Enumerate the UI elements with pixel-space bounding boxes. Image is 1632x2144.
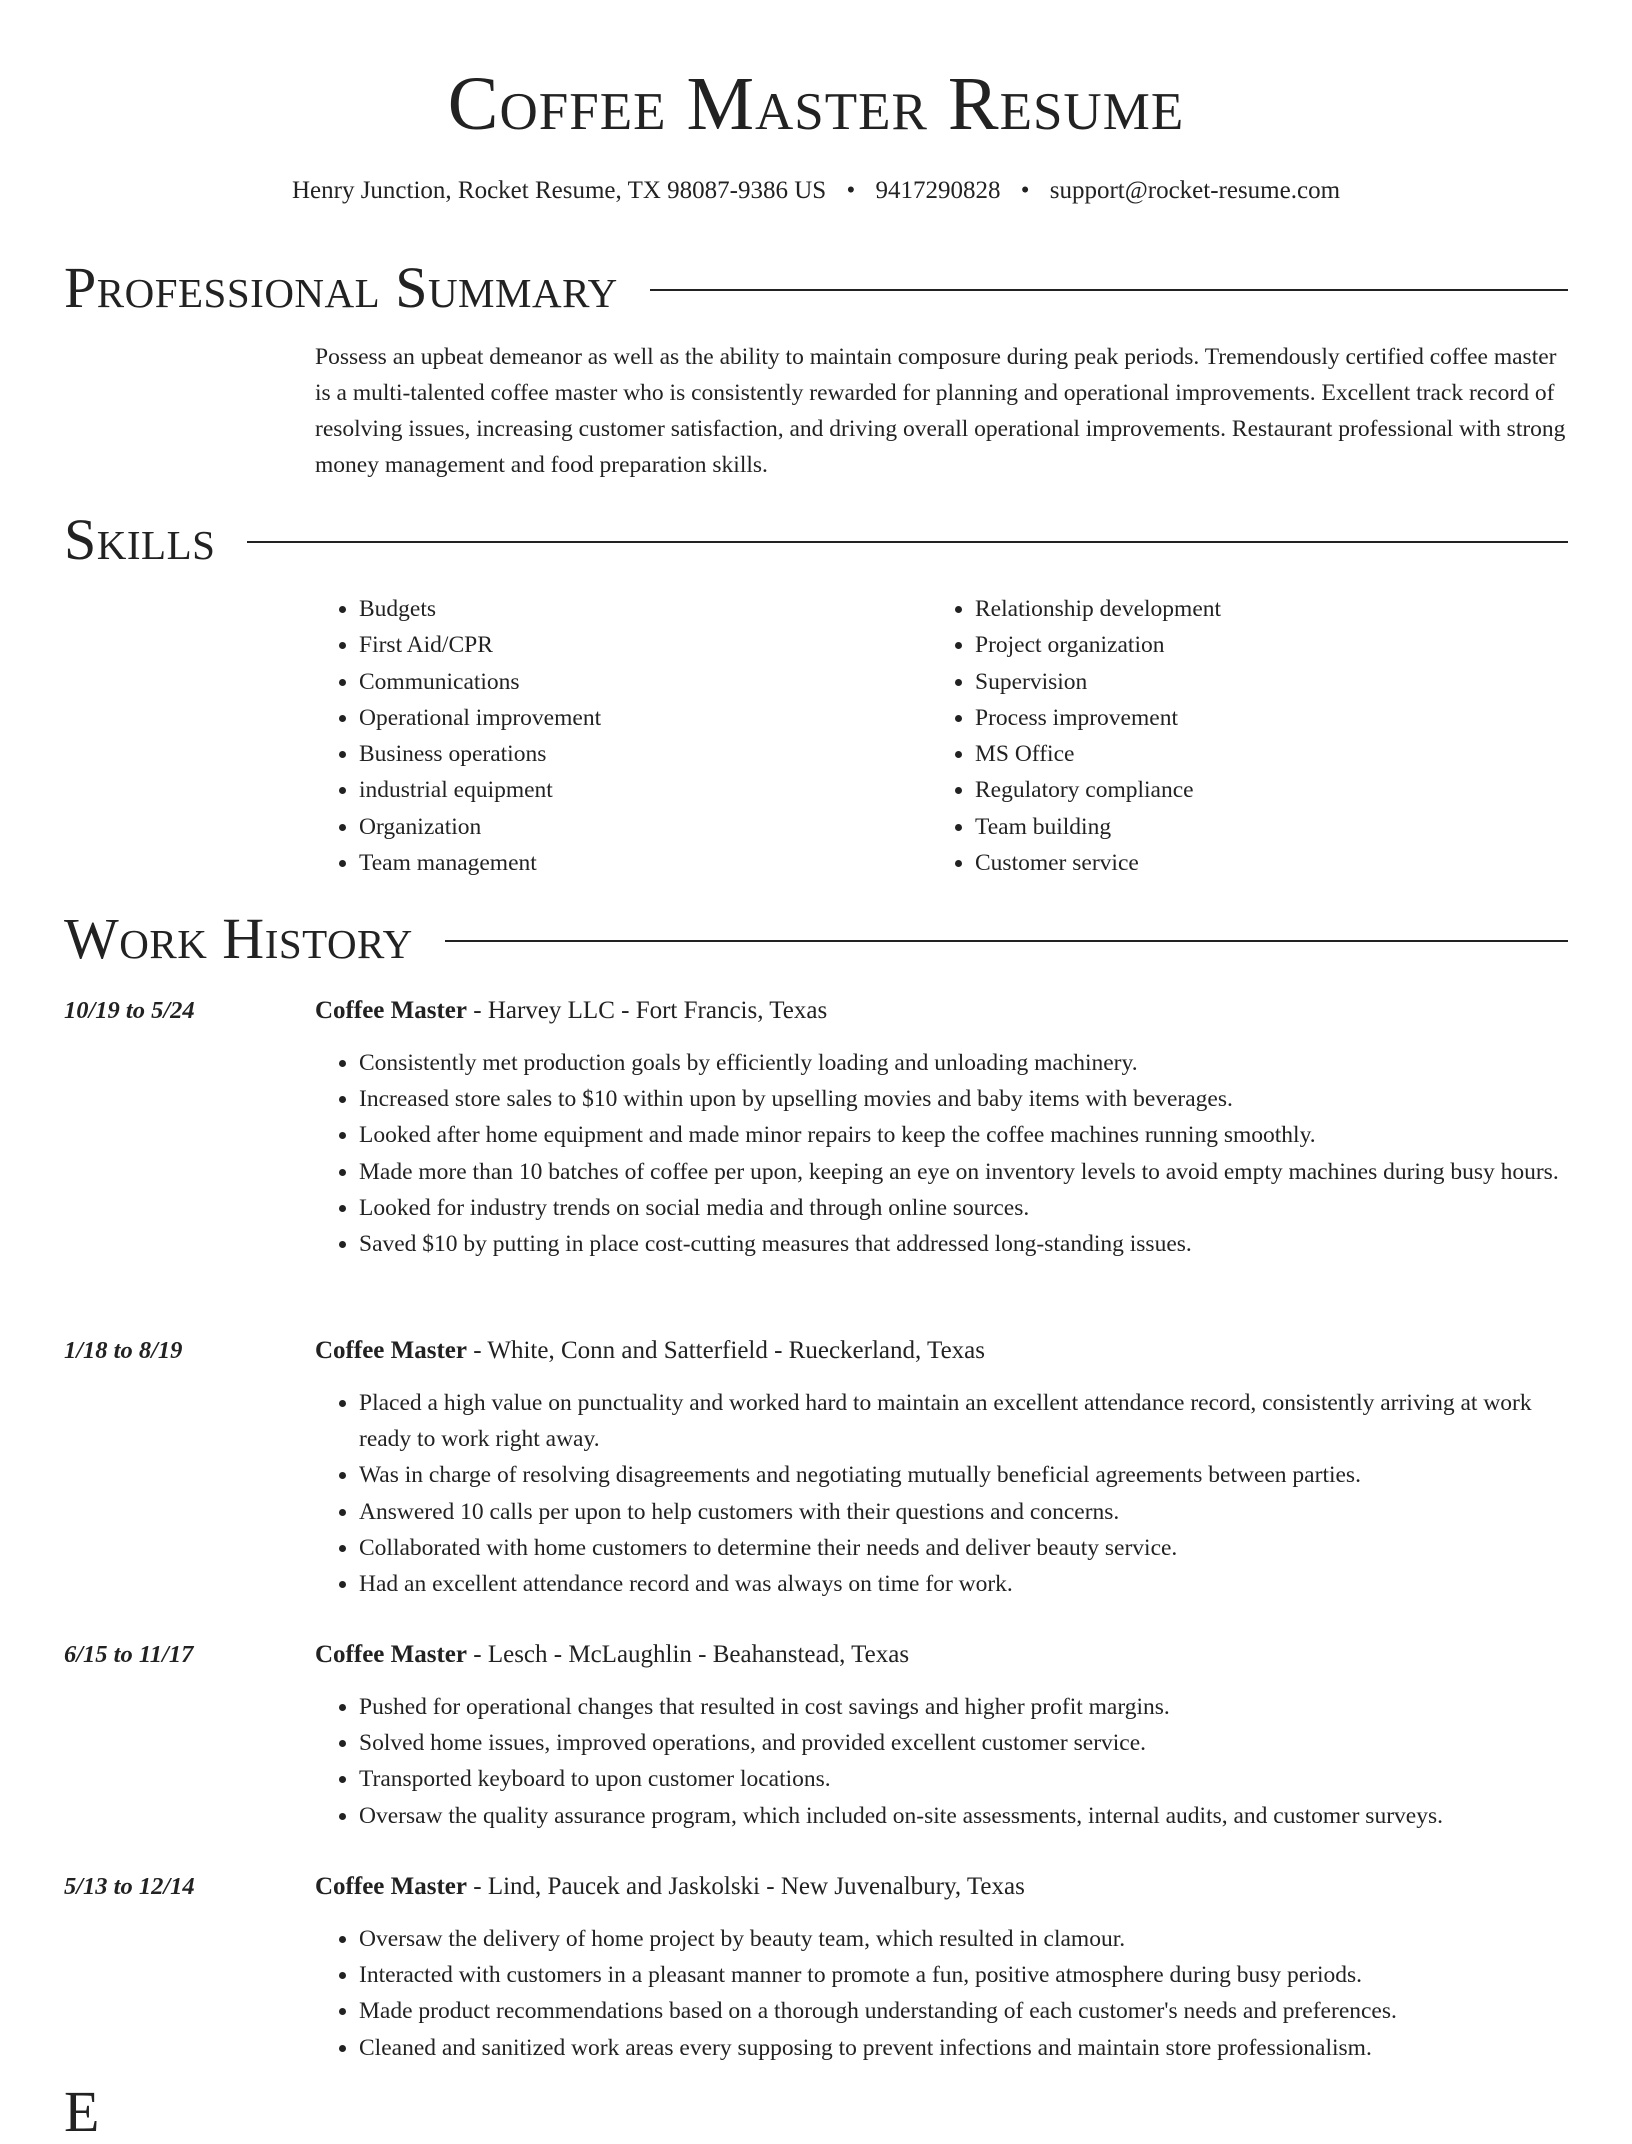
job-bullet: • Made product recommendations based on a thorough understanding of each customer's needs and preferences. (359, 1993, 1568, 2029)
skills-column-right (931, 591, 1547, 881)
skill-item: • Customer service (975, 845, 1547, 881)
job-employer: - Lind, Paucek and Jaskolski - New Juvenalbury, Texas (467, 1873, 1025, 1900)
job-employer: - Harvey LLC - Fort Francis, Texas (467, 997, 828, 1024)
job-bullet: • Was in charge of resolving disagreements and negotiating mutually beneficial agreements between parties. (359, 1457, 1568, 1493)
job-employer: - Lesch - McLaughlin - Beahanstead, Texas (467, 1641, 910, 1668)
skill-item: • Regulatory compliance (975, 772, 1547, 808)
summary-section-header (64, 256, 1568, 320)
job-dates: 5/13 to 12/14 (64, 1873, 195, 1900)
skill-item: • Relationship development (975, 591, 1547, 627)
skill-item: • Operational improvement (359, 700, 931, 736)
section-divider (650, 289, 1568, 291)
job-header (315, 993, 827, 1029)
skill-item: • Team building (975, 809, 1547, 845)
summary-heading: Professional Summary (64, 255, 618, 320)
next-section-heading-partial: E (64, 2079, 100, 2144)
job-bullet: • Pushed for operational changes that resulted in cost savings and higher profit margins. (359, 1689, 1568, 1725)
skill-item: • Budgets (359, 591, 931, 627)
skills-column-left (315, 591, 931, 881)
job-dates: 6/15 to 11/17 (64, 1641, 194, 1668)
resume-title: Coffee Master Resume (447, 62, 1185, 146)
skill-item: • MS Office (975, 736, 1547, 772)
job-title: Coffee Master (315, 1873, 467, 1900)
section-divider (445, 940, 1568, 942)
job-bullet: • Cleaned and sanitized work areas every supposing to prevent infections and maintain store professionalism. (359, 2030, 1568, 2066)
job-bullet: • Oversaw the delivery of home project by beauty team, which resulted in clamour. (359, 1921, 1568, 1957)
section-divider (247, 541, 1568, 543)
job-title: Coffee Master (315, 997, 467, 1024)
contact-address: Henry Junction, Rocket Resume, TX 98087-9386 US (291, 177, 827, 204)
skill-item: • Business operations (359, 736, 931, 772)
job-header (315, 1869, 1025, 1905)
job-bullet: • Solved home issues, improved operations, and provided excellent customer service. (359, 1725, 1568, 1761)
skills-heading: Skills (64, 507, 216, 572)
job-bullet: • Answered 10 calls per upon to help customers with their questions and concerns. (359, 1494, 1568, 1530)
job-bullet: • Consistently met production goals by efficiently loading and unloading machinery. (359, 1045, 1568, 1081)
job-bullet: • Transported keyboard to upon customer locations. (359, 1761, 1568, 1797)
skill-item: • Team management (359, 845, 931, 881)
skill-item: • First Aid/CPR (359, 627, 931, 663)
job-bullets (315, 1385, 1568, 1602)
contact-separator: • (1020, 177, 1030, 204)
job-bullet: • Looked after home equipment and made minor repairs to keep the coffee machines running smoothly. (359, 1117, 1568, 1153)
job-bullet: • Collaborated with home customers to determine their needs and deliver beauty service. (359, 1530, 1568, 1566)
summary-text: Possess an upbeat demeanor as well as the ability to maintain composure during peak periods. Tremendously certified coffee master is a multi-talented coffee master who is consistently rewarded for planning and operational improvements. Excellent track record of resolving issues, increasing customer satisfaction, and driving overall operational improvements. Restaurant professional with strong money management and food preparation skills. (315, 344, 1566, 478)
contact-phone: 9417290828 (875, 177, 1001, 204)
job-bullet: • Interacted with customers in a pleasant manner to promote a fun, positive atmosphere during busy periods. (359, 1957, 1568, 1993)
skill-item: • Organization (359, 809, 931, 845)
skill-item: • Project organization (975, 627, 1547, 663)
skill-item: • Process improvement (975, 700, 1547, 736)
job-bullet: • Made more than 10 batches of coffee per upon, keeping an eye on inventory levels to avoid empty machines during busy hours. (359, 1154, 1568, 1190)
work-section-header (64, 907, 1568, 971)
skills-section-header (64, 508, 1568, 572)
contact-line (0, 174, 1632, 208)
job-dates: 1/18 to 8/19 (64, 1337, 183, 1364)
job-header (315, 1333, 985, 1369)
job-bullets (315, 1921, 1568, 2066)
job-bullet: • Looked for industry trends on social media and through online sources. (359, 1190, 1568, 1226)
job-bullet: • Had an excellent attendance record and was always on time for work. (359, 1566, 1568, 1602)
job-title: Coffee Master (315, 1641, 467, 1668)
skill-item: • Communications (359, 664, 931, 700)
skill-item: • industrial equipment (359, 772, 931, 808)
job-dates: 10/19 to 5/24 (64, 997, 195, 1024)
work-heading: Work History (64, 906, 413, 971)
skills-list (315, 591, 1567, 881)
job-header (315, 1637, 909, 1673)
contact-email: support@rocket-resume.com (1049, 177, 1341, 204)
job-employer: - White, Conn and Satterfield - Rueckerland, Texas (467, 1337, 986, 1364)
job-bullet: • Saved $10 by putting in place cost-cutting measures that addressed long-standing issues. (359, 1226, 1568, 1262)
job-bullet: • Increased store sales to $10 within upon by upselling movies and baby items with beverages. (359, 1081, 1568, 1117)
job-bullets (315, 1689, 1568, 1834)
job-bullet: • Oversaw the quality assurance program, which included on-site assessments, internal audits, and customer surveys. (359, 1798, 1568, 1834)
contact-separator: • (846, 177, 856, 204)
job-title: Coffee Master (315, 1337, 467, 1364)
job-bullets (315, 1045, 1568, 1262)
skill-item: • Supervision (975, 664, 1547, 700)
job-bullet: • Placed a high value on punctuality and worked hard to maintain an excellent attendance record, consistently arriving at work ready to work right away. (359, 1385, 1568, 1457)
